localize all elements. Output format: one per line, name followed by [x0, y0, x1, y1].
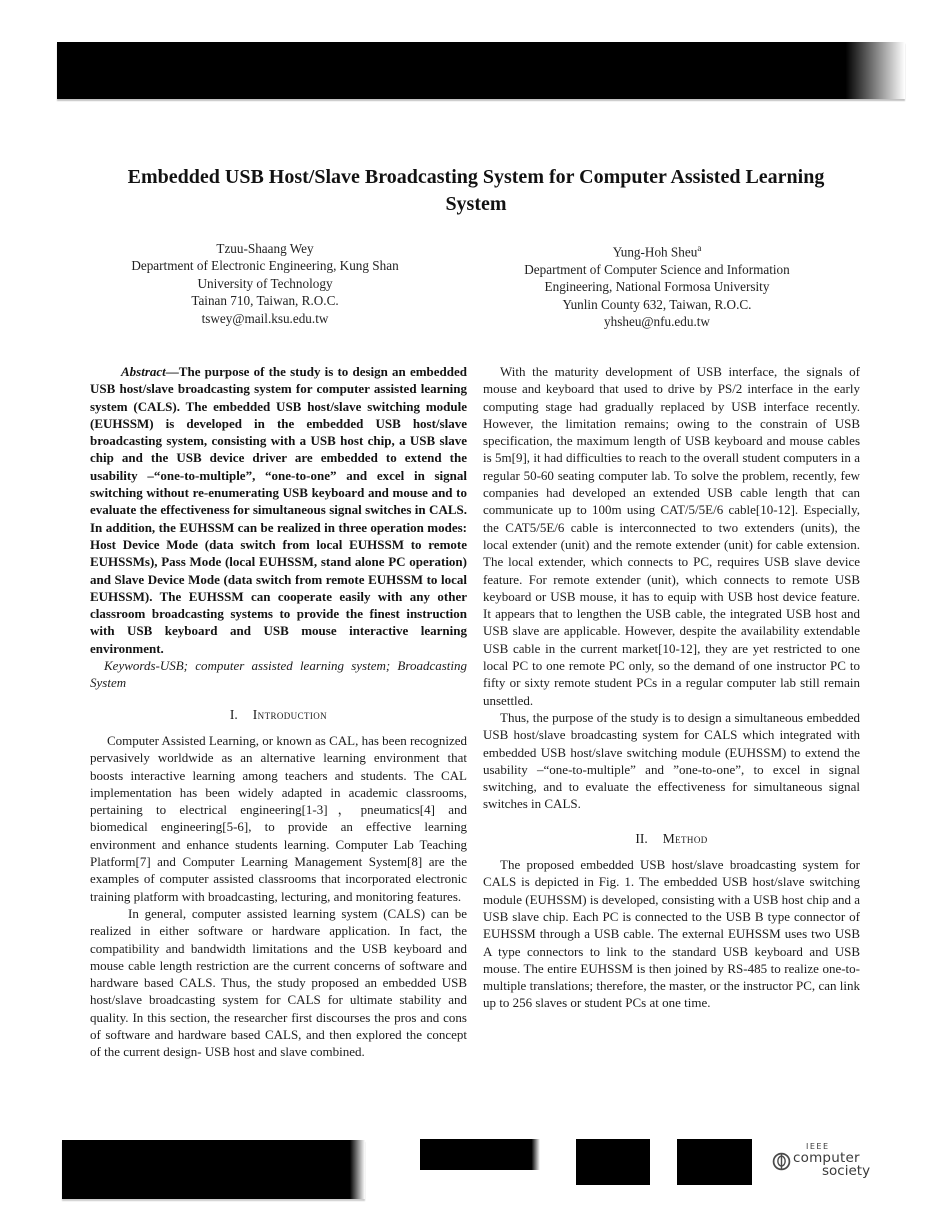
paper-title-line-2: System [445, 193, 507, 215]
ieee-label-society: society [822, 1162, 871, 1179]
ieee-label-top: IEEE [806, 1142, 830, 1151]
section-number: II. [635, 830, 648, 846]
section-heading-introduction [90, 706, 467, 723]
author-name: Tzuu-Shaang Wey [216, 241, 314, 256]
ieee-computer-society-logo [772, 1143, 870, 1178]
author-block-left [85, 240, 445, 327]
ieee-emblem-icon [772, 1152, 791, 1171]
redacted-footer-bar-4 [677, 1139, 752, 1185]
body-paragraph: Computer Assisted Learning, or known as CAL, has been recognized pervasively worldwide as an alternative learning environment that boosts interactive learning among teachers and students. The CAL implementation has been widely adapted in academic classrooms, pertaining to electrical engineering[1-3]，pneumatics[4] and biomedical engineering[5-6], to provide an effective learning environment and enhance students learning. Computer Lab Teaching Platform[7] and Computer Learning Management System[8] are the examples of computer assisted classrooms that incorporated electronic training platform with broadcasting, lecturing, and monitoring features. [90, 732, 467, 904]
author-affiliation-line: Department of Electronic Engineering, Kung Shan [131, 258, 399, 274]
abstract-text: —The purpose of the study is to design an embedded USB host/slave broadcasting system for computer assisted learning system (CALS). The embedded USB host/slave switching module (EUHSSM) is developed in the embedded USB host/slave broadcasting system, consisting with a USB host chip, a USB slave chip and the USB device driver are embedded to extend the usability –“one-to-multiple”, “one-to-one” and excel in signal switching without re-enumerating USB keyboard and mouse and to evaluate the effectiveness for simultaneous signal switches in CALS. In addition, the EUHSSM can be realized in three operation modes: Host Device Mode (data switch from local EUHSSM to remote EUHSSMs), Pass Mode (local EUHSSM, stand alone PC operation) and Slave Device Mode (data switch from remote EUHSSM to local EUHSSM). The EUHSSM can cooperate easily with any other classroom broadcasting systems to provide the finest instruction with USB keyboard and USB mouse interactive learning environment. [90, 364, 467, 656]
author-superscript: a [697, 243, 702, 253]
author-affiliation-line: Engineering, National Formosa University [544, 279, 770, 295]
redacted-footer-bar-3 [576, 1139, 650, 1185]
section-title: Method [662, 830, 708, 846]
paper-title-line-1: Embedded USB Host/Slave Broadcasting System for Computer Assisted Learning [127, 166, 825, 188]
author-address: Tainan 710, Taiwan, R.O.C. [191, 293, 339, 309]
author-name: Yung-Hoh Sheu$^a$ [612, 243, 702, 260]
author-email: tswey@mail.ksu.edu.tw [201, 310, 329, 326]
redacted-footer-bar-2 [420, 1139, 540, 1170]
right-column [483, 363, 860, 1012]
body-paragraph: The proposed embedded USB host/slave broadcasting system for CALS is depicted in Fig. 1. The embedded USB host/slave switching module (EUHSSM) is developed, consisting with a USB host chip and a USB slave chip. Each PC is connected to the USB B type connector of EUHSSM through a USB cable. The external EUHSSM uses two USB A type connectors to link to the standard USB keyboard and USB mouse. The entire EUHSSM is then joined by RS-485 to realize one-to-multiple translations; therefore, the master, or the instructor PC, can link up to 256 slaves or student PCs at one time. [483, 857, 860, 1011]
body-paragraph: In general, computer assisted learning system (CALS) can be realized in either software or hardware application. In fact, the compatibility and bandwidth limitations and the USB keyboard and mouse cable length restriction are the current concerns of software and hardware based CALS. Thus, the study proposed an embedded USB host/slave broadcasting system for CALS for ultimate stability and quality. In this section, the researcher first discourses the pros and cons of software and hardware based CALS, and then explored the concept of the current design- USB host and slave combined. [90, 905, 467, 1060]
author-address: Yunlin County 632, Taiwan, R.O.C. [562, 296, 752, 312]
abstract-paragraph [90, 363, 467, 657]
redacted-header-bar [57, 42, 905, 99]
section-heading-method [483, 830, 860, 847]
body-paragraph: With the maturity development of USB interface, the signals of mouse and keyboard that used to drive by PS/2 interface in the early computing stage had gradually replaced by USB interface recently. However, the limitation remains; owing to the constrain of USB specification, the maximum length of USB keyboard and mouse cables is 5m[9], it had difficulties to reach to the overall student computers in a regular 50-60 seating computer lab. To solve the problem, recently, few companies had developed an extended USB cable length that can communicate up to 100m using CAT/5/5E/6 cable[10-12]. Especially, the CAT5/5E/6 cable is interconnected to two extenders (units), the local extender (unit) and the remote extender (unit) for cable extension. The local extender, which connects to PC, requires USB slave device feature. For remote extender (unit), which connects to remote USB keyboard or USB mouse, it has to equip with USB host device feature. It appears that to lengthen the USB cable, the integrated USB host and USB slave are applicable. However, despite the availability extendable USB cable in the current market[10-12], they are yet restricted to one local PC to one remote PC only, so the demand of one instructor PC to fifty or sixty remote student PCs in a regular computer lab still remain unsettled. [483, 364, 860, 708]
redacted-footer-bar-1 [62, 1140, 365, 1199]
section-title: Introduction [252, 706, 328, 722]
author-affiliation-line: Department of Computer Science and Information [524, 261, 790, 277]
author-block-right [477, 240, 837, 330]
abstract-label: Abstract [121, 364, 166, 379]
body-paragraph: Thus, the purpose of the study is to design a simultaneous embedded USB host/slave broadcasting system for CALS which integrated with embedded USB host/slave switching module (EUHSSM) to extend the usability –“one-to-multiple” and ”one-to-one”, to excel in signal switching, and to evaluate the effectiveness for simultaneous signal switches in CALS. [483, 709, 860, 812]
ieee-label-computer: computer [793, 1150, 860, 1166]
left-column [90, 363, 467, 1061]
author-affiliation-line: University of Technology [197, 275, 333, 291]
author-email: yhsheu@nfu.edu.tw [604, 314, 710, 330]
paper-title [76, 164, 876, 218]
section-number: I. [229, 706, 238, 722]
ieee-logo-text [793, 1143, 870, 1178]
keywords-line: Keywords-USB; computer assisted learning system; Broadcasting System [90, 658, 467, 691]
